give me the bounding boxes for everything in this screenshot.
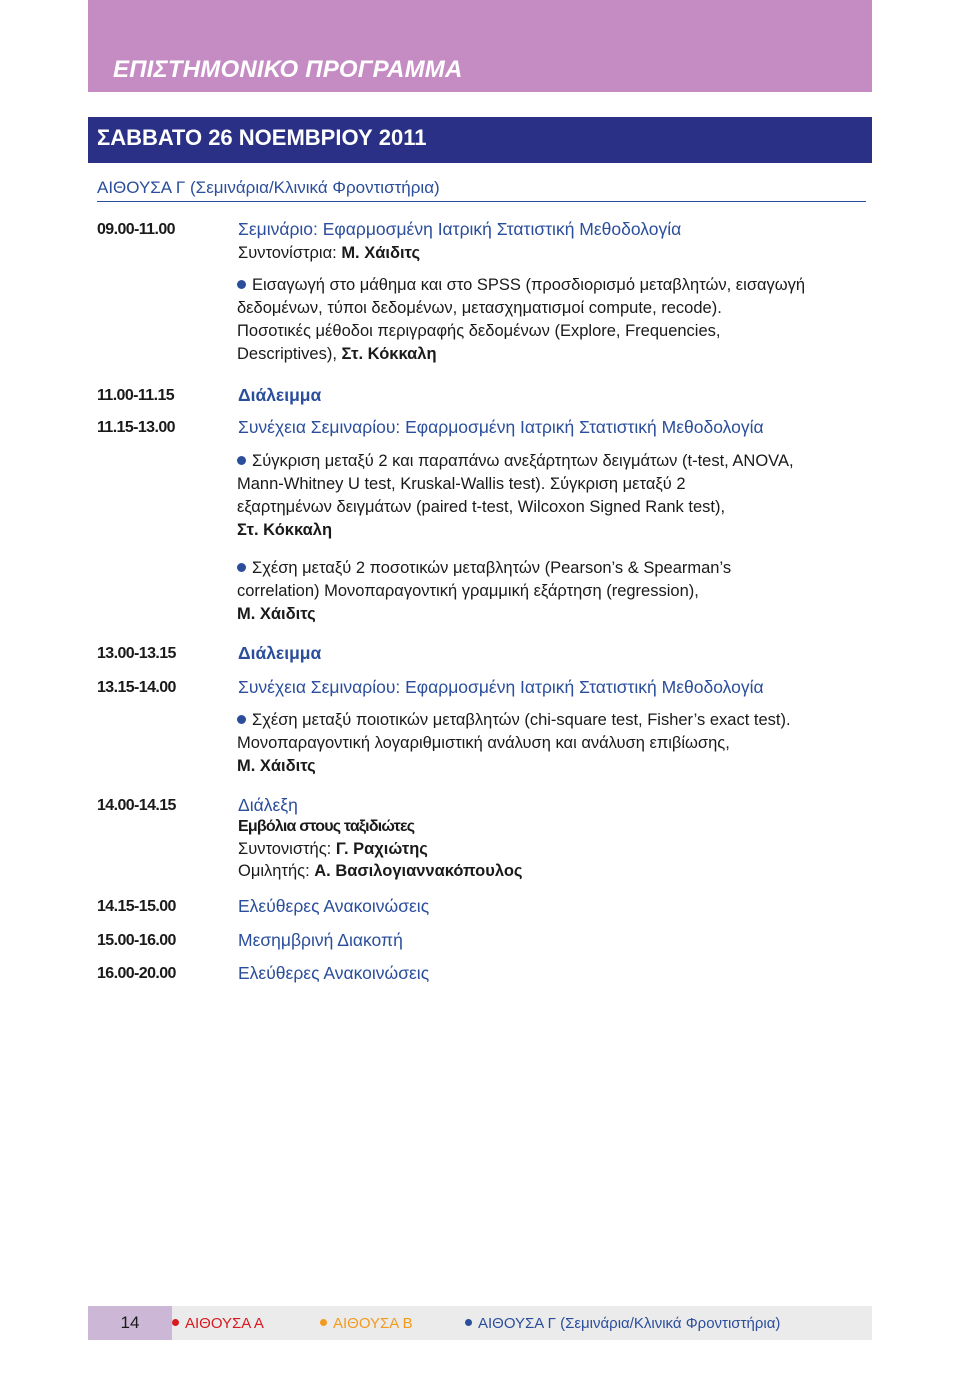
topic-line: Σύγκριση μεταξύ 2 και παραπάνω ανεξάρτητων δειγμάτων (t-test, ANOVA, <box>252 452 794 470</box>
speaker-name: Στ. Κόκκαλη <box>237 521 333 539</box>
session-title: Διάλειμμα <box>238 385 322 405</box>
session-topic <box>237 450 877 542</box>
footer-bar <box>88 1306 872 1340</box>
topic-line: εξαρτημένων δειγμάτων (paired t-test, Wilcoxon Signed Rank test), <box>237 498 726 516</box>
speaker-label: Ομιλητής: <box>238 862 315 880</box>
topic-line: Εισαγωγή στο μάθημα και στο SPSS (προσδιορισμό μεταβλητών, εισαγωγή <box>252 276 806 294</box>
topic-line: correlation) Μονοπαραγοντική γραμμική εξάρτηση (regression), <box>237 582 699 600</box>
coordinator-name: Γ. Ραχιώτης <box>335 840 428 858</box>
session-title: Συνέχεια Σεμιναρίου: Εφαρμοσμένη Ιατρική Στατιστική Μεθοδολογία <box>238 417 764 437</box>
session-time: 09.00-11.00 <box>97 221 175 238</box>
bullet-icon <box>237 715 246 724</box>
legend-room-a <box>172 1315 264 1332</box>
session-title: Μεσημβρινή Διακοπή <box>238 930 403 950</box>
legend-room-b <box>320 1315 413 1332</box>
legend-dot-icon <box>320 1319 327 1326</box>
topic-line: δεδομένων, τύποι δεδομένων, μετασχηματισμοί compute, recode). <box>237 299 722 317</box>
lecture-subtitle: Εμβόλια στους ταξιδιώτες <box>238 818 415 835</box>
legend-dot-icon <box>465 1319 472 1326</box>
room-header: ΑΙΘΟΥΣΑ Γ (Σεμινάρια/Κλινικά Φροντιστήρια) <box>97 178 440 197</box>
speaker-name: Μ. Χάιδιτς <box>237 757 316 775</box>
session-title: Συνέχεια Σεμιναρίου: Εφαρμοσμένη Ιατρική Στατιστική Μεθοδολογία <box>238 677 764 697</box>
session-title: Ελεύθερες Ανακοινώσεις <box>238 896 430 916</box>
session-topic <box>237 274 877 366</box>
bullet-icon <box>237 280 246 289</box>
session-time: 13.00-13.15 <box>97 645 176 662</box>
session-time: 14.00-14.15 <box>97 797 176 814</box>
coordinator-label: Συντονιστής: <box>238 840 336 858</box>
topic-line: Μονοπαραγοντική λογαριθμιστική ανάλυση και ανάλυση επιβίωσης, <box>237 734 730 752</box>
session-title: Ελεύθερες Ανακοινώσεις <box>238 963 430 983</box>
topic-line: Mann-Whitney U test, Kruskal-Wallis test). Σύγκριση μεταξύ 2 <box>237 475 686 493</box>
coordinator-name: Μ. Χάιδιτς <box>341 244 421 262</box>
legend-label: ΑΙΘΟΥΣΑ Α <box>185 1315 264 1332</box>
session-time: 14.15-15.00 <box>97 898 176 915</box>
legend-room-c <box>465 1315 780 1332</box>
session-time: 15.00-16.00 <box>97 932 176 949</box>
coordinator-label: Συντονίστρια: <box>238 244 342 262</box>
session-title: Διάλειμμα <box>238 643 322 663</box>
session-coordinator <box>238 840 428 859</box>
session-title: Διάλεξη <box>238 795 298 815</box>
legend-dot-icon <box>172 1319 179 1326</box>
session-time: 13.15-14.00 <box>97 679 176 696</box>
session-title: Σεμινάριο: Εφαρμοσμένη Ιατρική Στατιστική Μεθοδολογία <box>238 219 682 239</box>
speaker-name: Στ. Κόκκαλη <box>341 345 437 363</box>
topic-line: Σχέση μεταξύ 2 ποσοτικών μεταβλητών (Pearson’s & Spearman’s <box>252 559 732 577</box>
topic-line: Σχέση μεταξύ ποιοτικών μεταβλητών (chi-square test, Fisher’s exact test). <box>252 711 791 729</box>
session-time: 16.00-20.00 <box>97 965 176 982</box>
session-coordinator <box>238 244 420 263</box>
session-speaker <box>238 862 522 881</box>
legend-label: ΑΙΘΟΥΣΑ Γ (Σεμινάρια/Κλινικά Φροντιστήρια) <box>478 1315 781 1332</box>
session-topic <box>237 557 877 626</box>
room-underline <box>97 201 866 202</box>
page-number: 14 <box>120 1313 140 1332</box>
bullet-icon <box>237 563 246 572</box>
speaker-name: Μ. Χάιδιτς <box>237 605 316 623</box>
session-time: 11.00-11.15 <box>97 387 175 404</box>
topic-line: Descriptives), <box>237 345 342 363</box>
day-title: ΣΑΒΒΑΤΟ 26 ΝΟΕΜΒΡΙΟΥ 2011 <box>97 125 427 150</box>
speaker-name: Α. Βασιλογιαννακόπουλος <box>314 862 523 880</box>
session-topic <box>237 709 877 778</box>
session-time: 11.15-13.00 <box>97 419 175 436</box>
bullet-icon <box>237 456 246 465</box>
legend-label: ΑΙΘΟΥΣΑ Β <box>333 1315 413 1332</box>
topic-line: Ποσοτικές μέθοδοι περιγραφής δεδομένων (Explore, Frequencies, <box>237 322 721 340</box>
section-title: ΕΠΙΣΤΗΜΟΝΙΚΟ ΠΡΟΓΡΑΜΜΑ <box>113 56 463 83</box>
